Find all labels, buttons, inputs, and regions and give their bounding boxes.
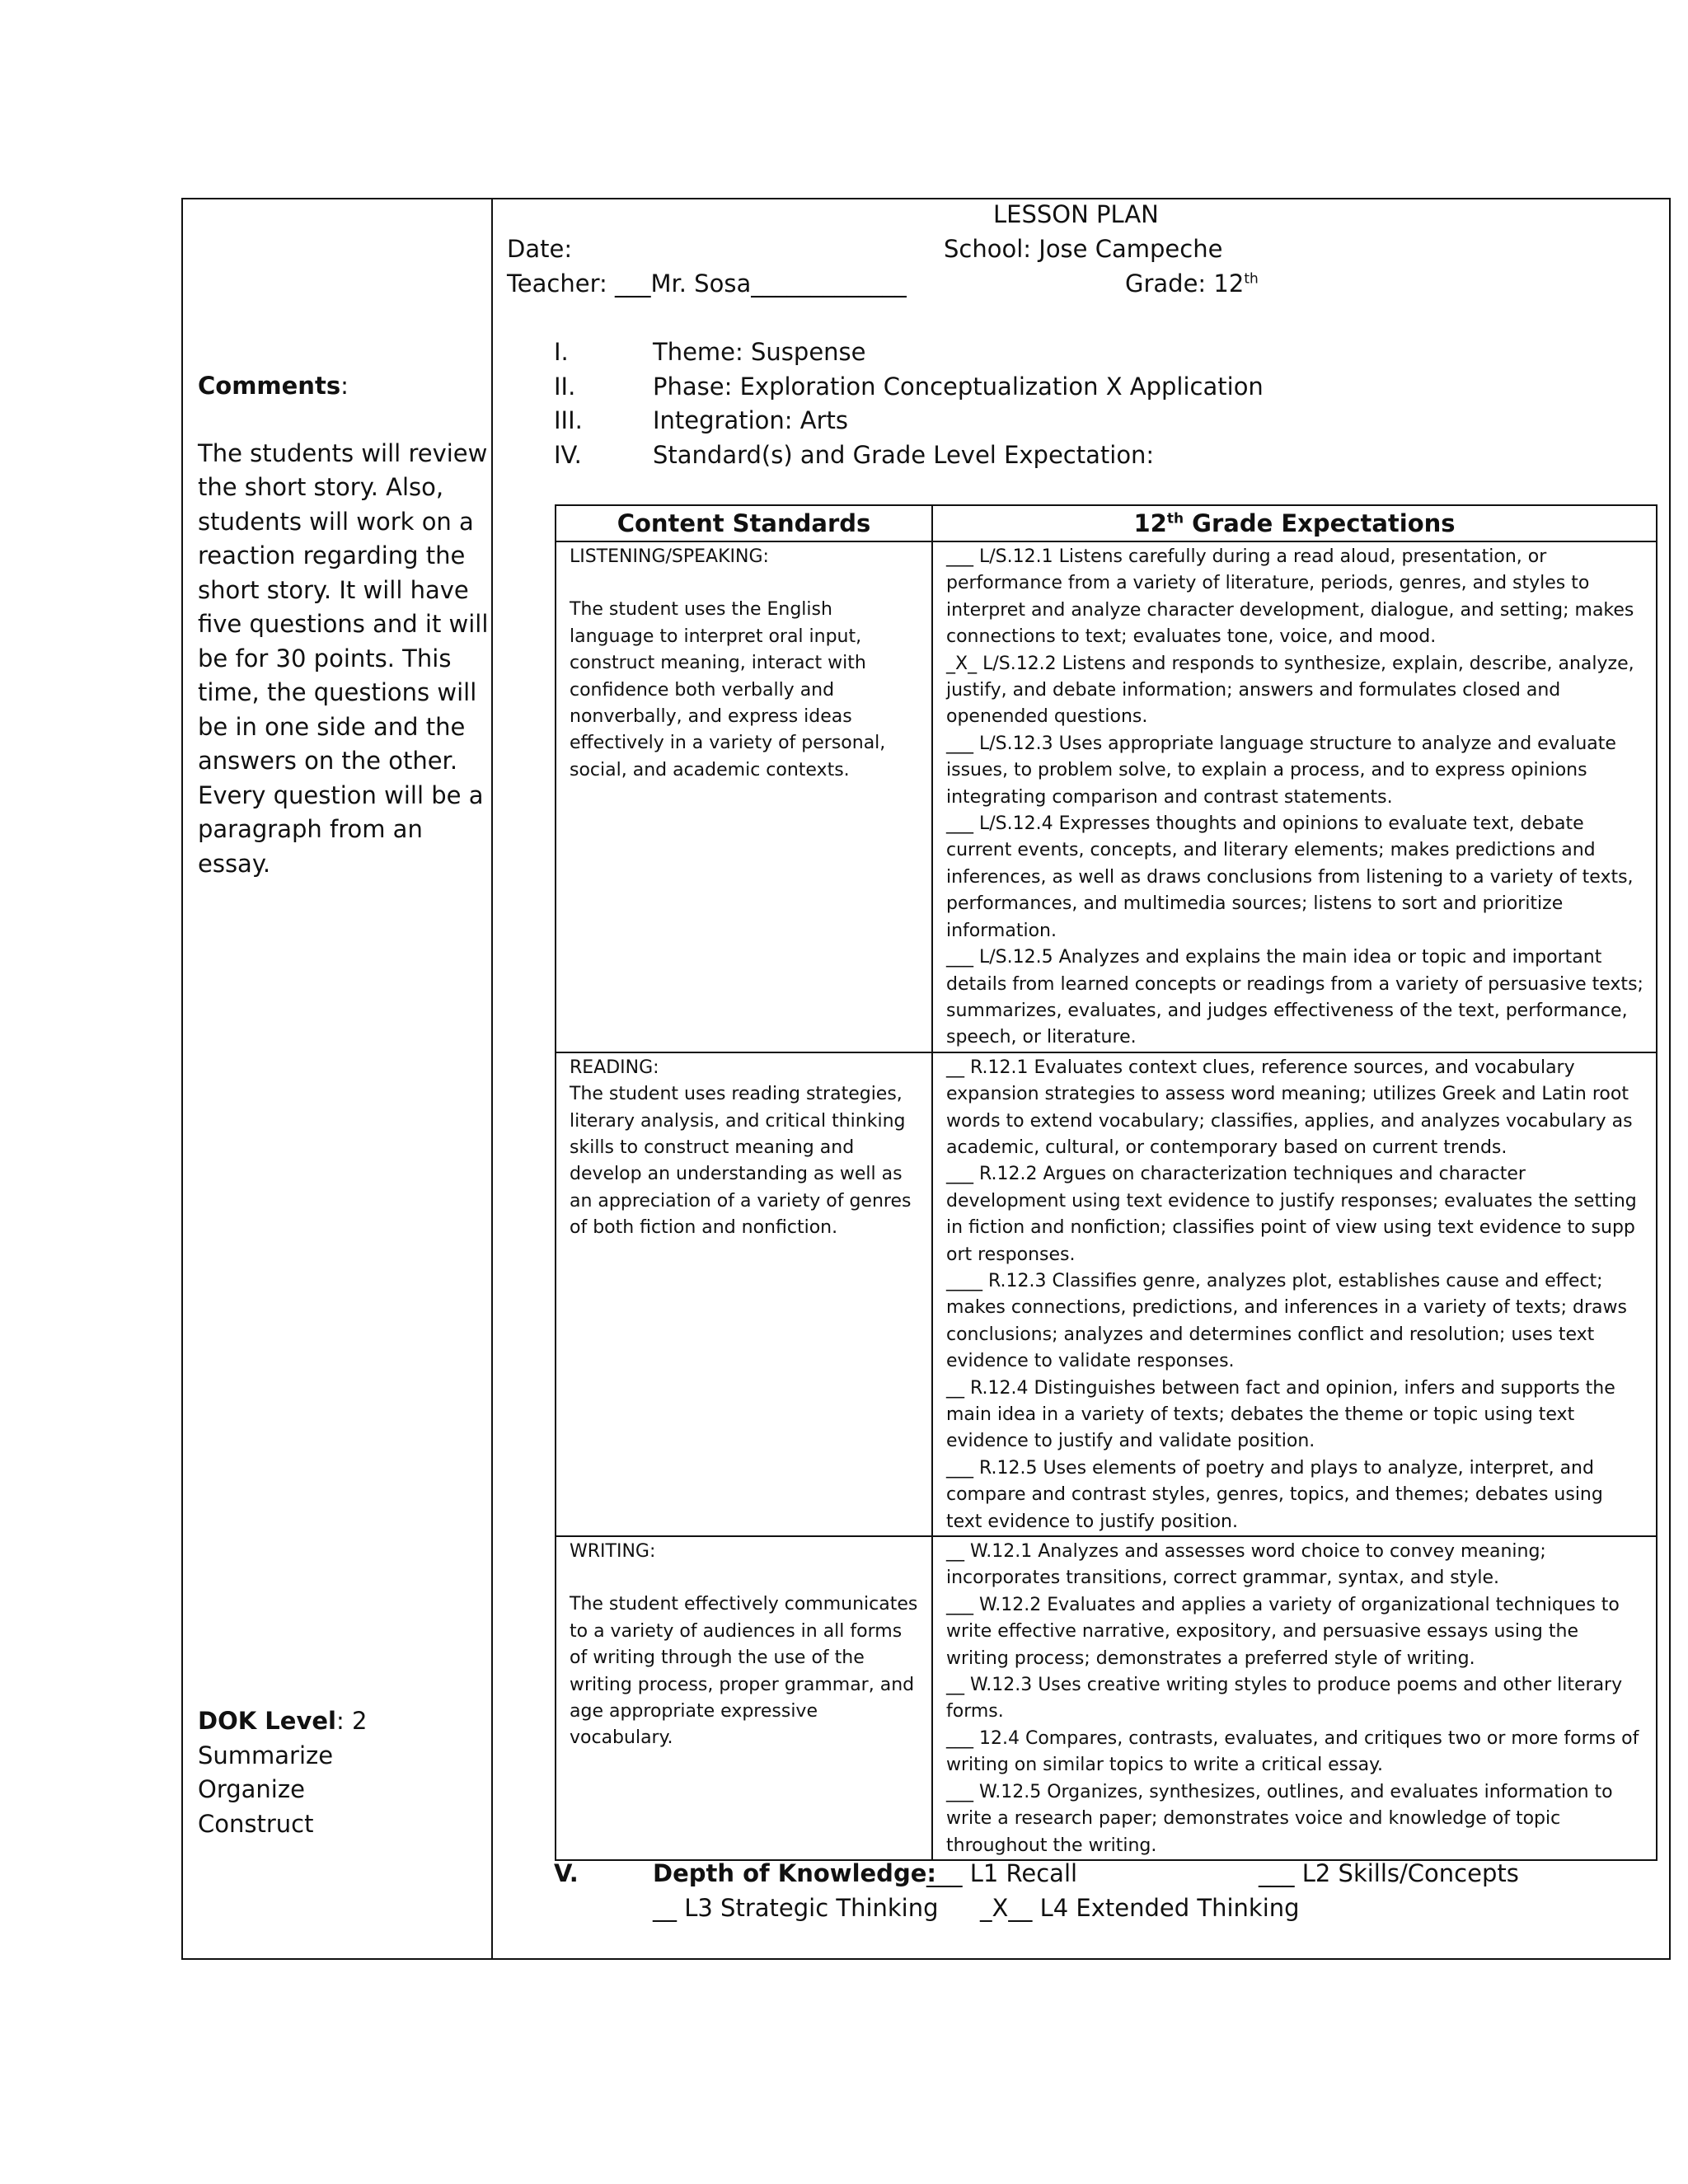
comments-label: Comments bbox=[198, 372, 341, 400]
expectation-item: __ W.12.1 Analyzes and assesses word choice to convey meaning; incorporates transitions, correct grammar, syntax, and style. bbox=[946, 1541, 1546, 1589]
expectation-item: __ R.12.1 Evaluates context clues, reference sources, and vocabulary expansion strategies to assess word meaning; utilizes Greek and Latin root words to extend vocabulary; classifies, applies, and analyzes vocabulary as academic, cultural, or contemporary based on current trends. bbox=[946, 1057, 1633, 1158]
standard-cell bbox=[556, 541, 932, 1052]
table-row bbox=[556, 541, 1657, 1052]
header-grade-num: 12 bbox=[1133, 509, 1167, 537]
expectation-item: ___ W.12.2 Evaluates and applies a variety of organizational techniques to write effective narrative, expository, and persuasive essays using the writing process; demonstrates a preferred style of writing. bbox=[946, 1594, 1620, 1669]
dok-level-label: DOK Level bbox=[198, 1707, 336, 1735]
standards-table bbox=[555, 504, 1658, 1861]
standard-cell bbox=[556, 1052, 932, 1536]
comments-line: short story. It will have bbox=[198, 575, 469, 604]
comments-heading bbox=[198, 369, 486, 404]
school-name: School: Jose Campeche bbox=[944, 235, 1223, 263]
comments-line: time, the questions will bbox=[198, 678, 477, 706]
header-grade-suffix: Grade Expectations bbox=[1184, 509, 1456, 537]
comments-body bbox=[198, 437, 489, 882]
expectations-cell bbox=[932, 1052, 1657, 1536]
comments-line: students will work on a bbox=[198, 507, 474, 536]
depth-l4: _X__ L4 Extended Thinking bbox=[980, 1893, 1300, 1922]
comments-colon: : bbox=[340, 372, 349, 400]
comments-line: five questions and it will bbox=[198, 610, 489, 638]
comments-line: Every question will be a bbox=[198, 780, 484, 809]
standard-description: The student effectively communicates to a variety of audiences in all forms of writing through the use of the writing process, proper grammar, and age appropriate expressive vocabulary. bbox=[570, 1594, 918, 1749]
depth-label: Depth of Knowledge: bbox=[653, 1859, 936, 1887]
comments-line: essay. bbox=[198, 849, 271, 878]
section-text: Theme: Suspense bbox=[653, 338, 866, 366]
section-number: IV. bbox=[554, 440, 582, 469]
section-number: II. bbox=[554, 372, 576, 401]
expectation-item: __ W.12.3 Uses creative writing styles to produce poems and other literary forms. bbox=[946, 1675, 1623, 1722]
expectation-item: ___ L/S.12.1 Listens carefully during a read aloud, presentation, or performance from a variety of literature, periods, genres, and styles to interpret and analyze character development, dialogue, and setting; makes connections to text; evaluates tone, voice, and mood. bbox=[946, 546, 1634, 648]
section-text: Phase: Exploration Conceptualization X Application bbox=[653, 372, 1264, 401]
table-header-row bbox=[556, 505, 1657, 541]
depth-l1: ___ L1 Recall bbox=[926, 1859, 1078, 1887]
table-row bbox=[556, 1536, 1657, 1860]
expectations-cell bbox=[932, 1536, 1657, 1860]
page-title: LESSON PLAN bbox=[993, 200, 1159, 228]
section-text: Standard(s) and Grade Level Expectation: bbox=[653, 440, 1155, 469]
dok-level-heading bbox=[198, 1704, 486, 1739]
dok-level-value: : 2 bbox=[335, 1707, 368, 1735]
expectation-item: ___ R.12.2 Argues on characterization techniques and character development using text evidence to justify responses; evaluates the setting in fiction and nonfiction; classifies point of view using text evidence to supp ort responses. bbox=[946, 1164, 1637, 1265]
standard-area: READING: bbox=[570, 1057, 659, 1078]
comments-box bbox=[198, 369, 489, 881]
comments-line: be for 30 points. This bbox=[198, 644, 452, 673]
table-row bbox=[556, 1052, 1657, 1536]
grade-sup: th bbox=[1244, 270, 1259, 288]
expectation-item: ___ W.12.5 Organizes, synthesizes, outlines, and evaluates information to write a research paper; demonstrates voice and knowledge of topic throughout the writing. bbox=[946, 1781, 1613, 1856]
date-label: Date: bbox=[507, 235, 573, 263]
grade-level bbox=[1125, 269, 1259, 298]
section-number: I. bbox=[554, 338, 569, 366]
standard-area: LISTENING/SPEAKING: bbox=[570, 546, 769, 567]
dok-item: Construct bbox=[198, 1809, 314, 1838]
expectation-item: __ R.12.4 Distinguishes between fact and opinion, infers and supports the main idea in a variety of texts; debates the theme or topic using text evidence to justify and validate position. bbox=[946, 1377, 1615, 1452]
comments-line: reaction regarding the bbox=[198, 541, 466, 569]
section-number: III. bbox=[554, 406, 583, 434]
comments-line: be in one side and the bbox=[198, 712, 466, 741]
expectation-item: _X_ L/S.12.2 Listens and responds to synthesize, explain, describe, analyze, justify, and debate information; answers and formulates closed and openended questions. bbox=[946, 653, 1634, 728]
standard-description: The student uses the English language to interpret oral input, construct meaning, interact with confidence both verbally and nonverbally, and express ideas effectively in a variety of personal, social, and academic contexts. bbox=[570, 599, 886, 780]
expectation-item: ____ R.12.3 Classifies genre, analyzes plot, establishes cause and effect; makes connections, predictions, and inferences in a variety of texts; draws conclusions; analyzes and determines conflict and resolution; uses text evidence to validate responses. bbox=[946, 1270, 1627, 1372]
grade-text: Grade: 12 bbox=[1125, 269, 1245, 298]
teacher-name: Teacher: ___Mr. Sosa_____________ bbox=[507, 269, 907, 298]
dok-item: Summarize bbox=[198, 1741, 334, 1769]
expectations-cell bbox=[932, 541, 1657, 1052]
expectation-item: ___ L/S.12.4 Expresses thoughts and opinions to evaluate text, debate current events, concepts, and literary elements; makes predictions and inferences, as well as draws conclusions from listening to a variety of texts, performances, and multimedia sources; listens to sort and prioritize information. bbox=[946, 813, 1634, 941]
comments-line: The students will review bbox=[198, 438, 488, 467]
comments-line: answers on the other. bbox=[198, 747, 458, 775]
dok-level-box bbox=[198, 1704, 486, 1841]
standard-description: The student uses reading strategies, literary analysis, and critical thinking skills to construct meaning and develop an understanding as well as an appreciation of a variety of genres of both fiction and nonfiction. bbox=[570, 1084, 912, 1239]
expectation-item: ___ L/S.12.3 Uses appropriate language structure to analyze and evaluate issues, to problem solve, to explain a process, and to express opinions integrating comparison and contrast statements. bbox=[946, 733, 1616, 808]
grade-expectations-header bbox=[932, 505, 1657, 541]
standard-area: WRITING: bbox=[570, 1541, 656, 1563]
dok-item: Organize bbox=[198, 1775, 305, 1803]
comments-line: the short story. Also, bbox=[198, 473, 444, 501]
section-number: V. bbox=[554, 1859, 579, 1887]
standard-cell bbox=[556, 1536, 932, 1860]
header-grade-sup: th bbox=[1166, 510, 1184, 527]
comments-line: paragraph from an bbox=[198, 815, 423, 843]
depth-l2: ___ L2 Skills/Concepts bbox=[1259, 1859, 1519, 1887]
content-standards-header: Content Standards bbox=[556, 505, 932, 541]
expectation-item: ___ R.12.5 Uses elements of poetry and plays to analyze, interpret, and compare and contrast styles, genres, topics, and themes; debates using text evidence to justify position. bbox=[946, 1457, 1603, 1532]
section-text: Integration: Arts bbox=[653, 406, 849, 434]
expectation-item: ___ 12.4 Compares, contrasts, evaluates, and critiques two or more forms of writing on similar topics to write a critical essay. bbox=[946, 1727, 1639, 1776]
depth-l3: __ L3 Strategic Thinking bbox=[653, 1893, 939, 1922]
expectation-item: ___ L/S.12.5 Analyzes and explains the main idea or topic and important details from learned concepts or readings from a variety of persuasive texts; summarizes, evaluates, and judges effectiveness of the text, performance, speech, or literature. bbox=[946, 947, 1643, 1048]
